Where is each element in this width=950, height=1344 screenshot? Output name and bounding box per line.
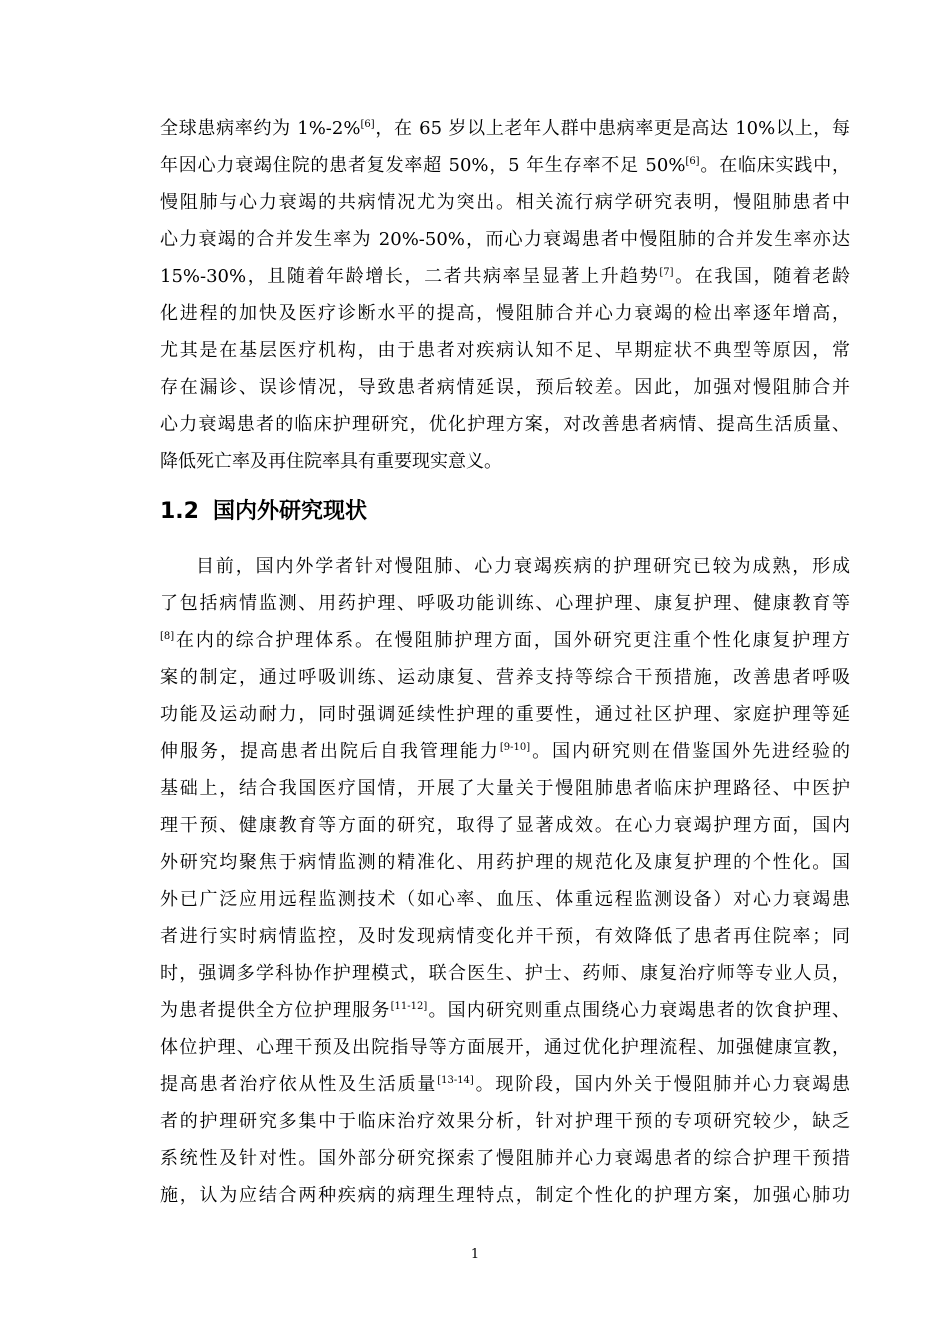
text-line: 者的护理研究多集中于临床治疗效果分析，针对护理干预的专项研究较少，缺乏 xyxy=(160,1111,850,1132)
text-line: 尤其是在基层医疗机构，由于患者对疾病认知不足、早期症状不典型等原因，常 xyxy=(160,340,850,361)
text-line: 者进行实时病情监控，及时发现病情变化并干预，有效降低了患者再住院率；同 xyxy=(160,926,850,947)
text-line: 化进程的加快及医疗诊断水平的提高，慢阻肺合并心力衰竭的检出率逐年增高， xyxy=(160,303,850,324)
intro-paragraph xyxy=(160,110,850,480)
text-line: 外已广泛应用远程监测技术（如心率、血压、体重远程监测设备）对心力衰竭患 xyxy=(160,889,850,910)
citation: [6] xyxy=(685,156,700,167)
text-line: 外研究均聚焦于病情监测的精准化、用药护理的规范化及康复护理的个性化。国 xyxy=(160,852,850,873)
text-line: 提高患者治疗依从性及生活质量[13-14]。现阶段，国内外关于慢阻肺并心力衰竭患 xyxy=(160,1074,851,1095)
text-line: 心力衰竭患者的临床护理研究，优化护理方案，对改善患者病情、提高生活质量、 xyxy=(160,414,850,435)
section-number: 1.2 xyxy=(160,499,199,524)
citation: [11-12] xyxy=(390,1001,428,1012)
text-line: 系统性及针对性。国外部分研究探索了慢阻肺并心力衰竭患者的综合护理干预措 xyxy=(160,1148,850,1169)
text-line: 心力衰竭的合并发生率为 20%-50%，而心力衰竭患者中慢阻肺的合并发生率亦达 xyxy=(160,229,850,250)
citation: [6] xyxy=(360,119,375,130)
section-title: 国内外研究现状 xyxy=(212,499,367,524)
text-line: 全球患病率约为 1%-2%[6]，在 65 岁以上老年人群中患病率更是高达 10%以上，每 xyxy=(160,118,850,139)
text-line: 时，强调多学科协作护理模式，联合医生、护士、药师、康复治疗师等专业人员， xyxy=(160,963,850,984)
text-line: 理干预、健康教育等方面的研究，取得了显著成效。在心力衰竭护理方面，国内 xyxy=(160,815,850,836)
text-line: 为患者提供全方位护理服务[11-12]。国内研究则重点围绕心力衰竭患者的饮食护理、 xyxy=(160,1000,851,1021)
text-line: 体位护理、心理干预及出院指导等方面展开，通过优化护理流程、加强健康宣教， xyxy=(160,1037,850,1058)
citation: [9-10] xyxy=(499,742,531,753)
research-status-paragraph xyxy=(160,548,850,1214)
citation: [8] xyxy=(160,631,175,642)
text-line: 慢阻肺与心力衰竭的共病情况尤为突出。相关流行病学研究表明，慢阻肺患者中 xyxy=(160,192,850,213)
text-line: 基础上，结合我国医疗国情，开展了大量关于慢阻肺患者临床护理路径、中医护 xyxy=(160,778,850,799)
text-line: 存在漏诊、误诊情况，导致患者病情延误，预后较差。因此，加强对慢阻肺合并 xyxy=(160,377,850,398)
text-line: 年因心力衰竭住院的患者复发率超 50%，5 年生存率不足 50%[6]。在临床实践中， xyxy=(160,155,850,176)
text-line: 伸服务，提高患者出院后自我管理能力[9-10]。国内研究则在借鉴国外先进经验的 xyxy=(160,741,851,762)
page-number: 1 xyxy=(470,1247,480,1262)
text-line: 施，认为应结合两种疾病的病理生理特点，制定个性化的护理方案，加强心肺功 xyxy=(160,1185,850,1206)
citation: [13-14] xyxy=(437,1075,474,1086)
text-line: 目前，国内外学者针对慢阻肺、心力衰竭疾病的护理研究已较为成熟，形成 xyxy=(196,556,850,577)
text-line: 15%-30%，且随着年龄增长，二者共病率呈显著上升趋势[7]。在我国，随着老龄 xyxy=(160,266,850,287)
text-line: [8]在内的综合护理体系。在慢阻肺护理方面，国外研究更注重个性化康复护理方 xyxy=(160,630,850,651)
text-line: 功能及运动耐力，同时强调延续性护理的重要性，通过社区护理、家庭护理等延 xyxy=(160,704,850,725)
citation: [7] xyxy=(659,267,674,278)
section-heading xyxy=(160,494,367,530)
text-line: 降低死亡率及再住院率具有重要现实意义。 xyxy=(160,451,502,472)
text-line: 案的制定，通过呼吸训练、运动康复、营养支持等综合干预措施，改善患者呼吸 xyxy=(160,667,850,688)
text-line: 了包括病情监测、用药护理、呼吸功能训练、心理护理、康复护理、健康教育等 xyxy=(160,593,850,614)
